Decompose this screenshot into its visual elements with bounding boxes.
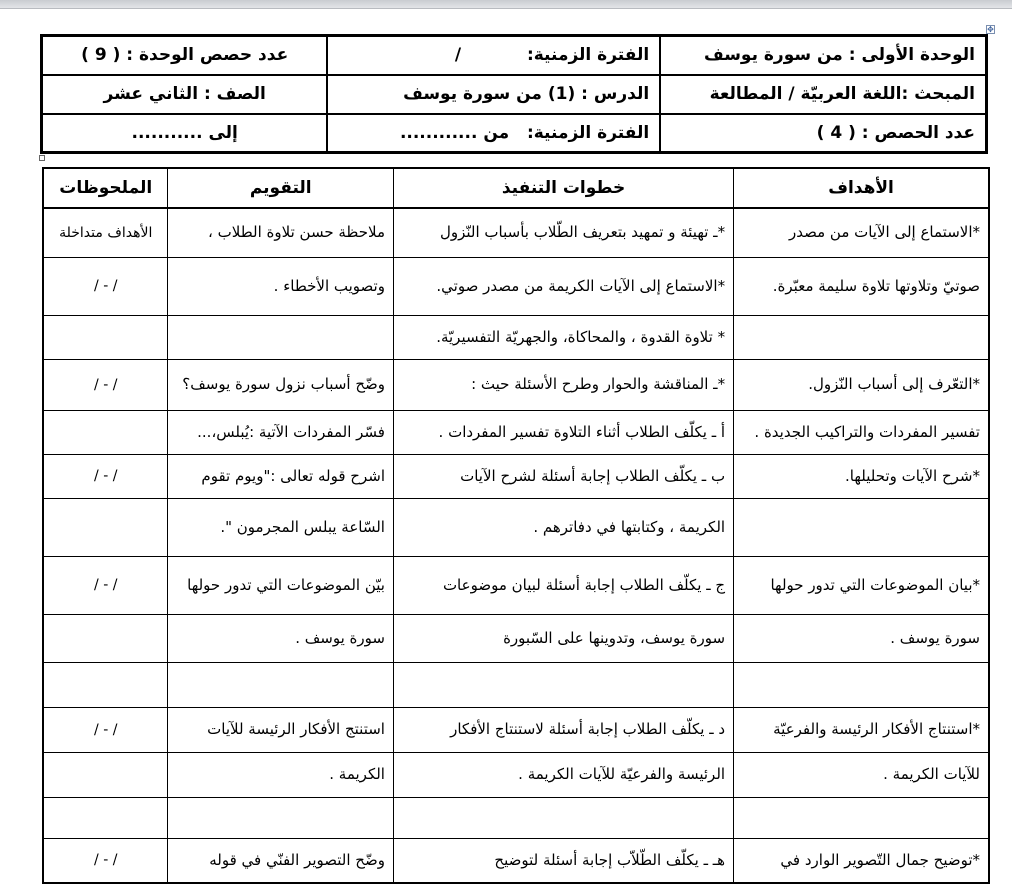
goal-cell: صوتيّ وتلاوتها تلاوة سليمة معبّرة. <box>734 257 989 315</box>
table-row <box>43 797 989 838</box>
lesson-name: الدرس : (1) من سورة يوسف <box>327 75 660 114</box>
unit-period: الفترة الزمنية: / <box>327 36 660 75</box>
notes-cell: / - / <box>43 359 168 410</box>
goal-cell: *توضيح جمال التّصوير الوارد في <box>734 838 989 883</box>
table-row <box>43 257 989 315</box>
goal-cell: للآيات الكريمة . <box>734 752 989 797</box>
evaluation-cell <box>168 662 394 707</box>
notes-cell: الأهداف متداخلة <box>43 208 168 257</box>
step-cell: *الاستماع إلى الآيات الكريمة من مصدر صوتي. <box>393 257 733 315</box>
lesson-period-end: إلى ........... <box>42 114 328 153</box>
goal-cell: *التعّرف إلى أسباب النّزول. <box>734 359 989 410</box>
table-row <box>43 498 989 556</box>
unit-name: الوحدة الأولى : من سورة يوسف <box>660 36 986 75</box>
table-row <box>43 208 989 257</box>
table-resize-handle-icon[interactable] <box>39 155 45 161</box>
evaluation-cell: فسّر المفردات الآتية :يُبلس،... <box>168 410 394 454</box>
step-cell: الرئيسة والفرعيّة للآيات الكريمة . <box>393 752 733 797</box>
step-cell: د ـ يكلّف الطلاب إجابة أسئلة لاستنتاج الأفكار <box>393 707 733 752</box>
goal-cell: *بيان الموضوعات التي تدور حولها <box>734 556 989 614</box>
notes-cell: / - / <box>43 707 168 752</box>
evaluation-cell: السّاعة يبلس المجرمون ". <box>168 498 394 556</box>
notes-cell: / - / <box>43 454 168 498</box>
lesson-count: عدد الحصص : ( 4 ) <box>660 114 986 153</box>
notes-cell: / - / <box>43 257 168 315</box>
goal-cell: *شرح الآيات وتحليلها. <box>734 454 989 498</box>
evaluation-cell: وضّح أسباب نزول سورة يوسف؟ <box>168 359 394 410</box>
goal-cell <box>734 315 989 359</box>
evaluation-cell <box>168 315 394 359</box>
subject-name: المبحث :اللغة العربيّة / المطالعة <box>660 75 986 114</box>
notes-cell <box>43 614 168 662</box>
step-cell: سورة يوسف، وتدوينها على السّبورة <box>393 614 733 662</box>
window-top-bar <box>0 0 1012 9</box>
notes-cell <box>43 797 168 838</box>
step-cell: أ ـ يكلّف الطلاب أثناء التلاوة تفسير المفردات . <box>393 410 733 454</box>
notes-cell: / - / <box>43 838 168 883</box>
goal-cell <box>734 797 989 838</box>
evaluation-cell: بيّن الموضوعات التي تدور حولها <box>168 556 394 614</box>
notes-cell <box>43 410 168 454</box>
evaluation-cell: وضّح التصوير الفنّي في قوله <box>168 838 394 883</box>
evaluation-cell: الكريمة . <box>168 752 394 797</box>
unit-lesson-count: عدد حصص الوحدة : ( 9 ) <box>42 36 328 75</box>
table-row <box>43 359 989 410</box>
table-move-handle-icon[interactable]: ✥ <box>987 25 994 34</box>
evaluation-header: التقويم <box>168 168 394 208</box>
goal-cell: سورة يوسف . <box>734 614 989 662</box>
evaluation-cell: وتصويب الأخطاء . <box>168 257 394 315</box>
step-cell: هـ ـ يكلّف الطّلاّب إجابة أسئلة لتوضيح <box>393 838 733 883</box>
table-row <box>43 614 989 662</box>
notes-cell: / - / <box>43 556 168 614</box>
step-cell: ج ـ يكلّف الطلاب إجابة أسئلة لبيان موضوعات <box>393 556 733 614</box>
unit-info-header <box>40 34 988 154</box>
goal-cell <box>734 662 989 707</box>
lesson-plan-table <box>42 167 990 884</box>
step-cell: *ـ تهيئة و تمهيد بتعريف الطّلاب بأسباب النّزول <box>393 208 733 257</box>
evaluation-cell: سورة يوسف . <box>168 614 394 662</box>
step-cell <box>393 797 733 838</box>
table-row <box>43 454 989 498</box>
plan-header-row <box>43 168 989 208</box>
goals-header: الأهداف <box>734 168 989 208</box>
table-row <box>43 752 989 797</box>
table-row <box>43 838 989 883</box>
goal-cell: *الاستماع إلى الآيات من مصدر <box>734 208 989 257</box>
goal-cell <box>734 498 989 556</box>
evaluation-cell: ملاحظة حسن تلاوة الطلاب ، <box>168 208 394 257</box>
step-cell: * تلاوة القدوة ، والمحاكاة، والجهريّة التفسيريّة. <box>393 315 733 359</box>
evaluation-cell: اشرح قوله تعالى :"ويوم تقوم <box>168 454 394 498</box>
table-row <box>43 410 989 454</box>
steps-header: خطوات التنفيذ <box>393 168 733 208</box>
notes-cell <box>43 315 168 359</box>
notes-cell <box>43 498 168 556</box>
notes-header: الملحوظات <box>43 168 168 208</box>
step-cell: الكريمة ، وكتابتها في دفاترهم . <box>393 498 733 556</box>
table-row <box>43 707 989 752</box>
goal-cell: *استنتاج الأفكار الرئيسة والفرعيّة <box>734 707 989 752</box>
step-cell: *ـ المناقشة والحوار وطرح الأسئلة حيث : <box>393 359 733 410</box>
table-row <box>43 556 989 614</box>
notes-cell <box>43 752 168 797</box>
evaluation-cell <box>168 797 394 838</box>
lesson-period: الفترة الزمنية: من ............ <box>327 114 660 153</box>
step-cell <box>393 662 733 707</box>
evaluation-cell: استنتج الأفكار الرئيسة للآيات <box>168 707 394 752</box>
goal-cell: تفسير المفردات والتراكيب الجديدة . <box>734 410 989 454</box>
table-row <box>43 315 989 359</box>
table-row <box>43 662 989 707</box>
grade-level: الصف : الثاني عشر <box>42 75 328 114</box>
step-cell: ب ـ يكلّف الطلاب إجابة أسئلة لشرح الآيات <box>393 454 733 498</box>
notes-cell <box>43 662 168 707</box>
